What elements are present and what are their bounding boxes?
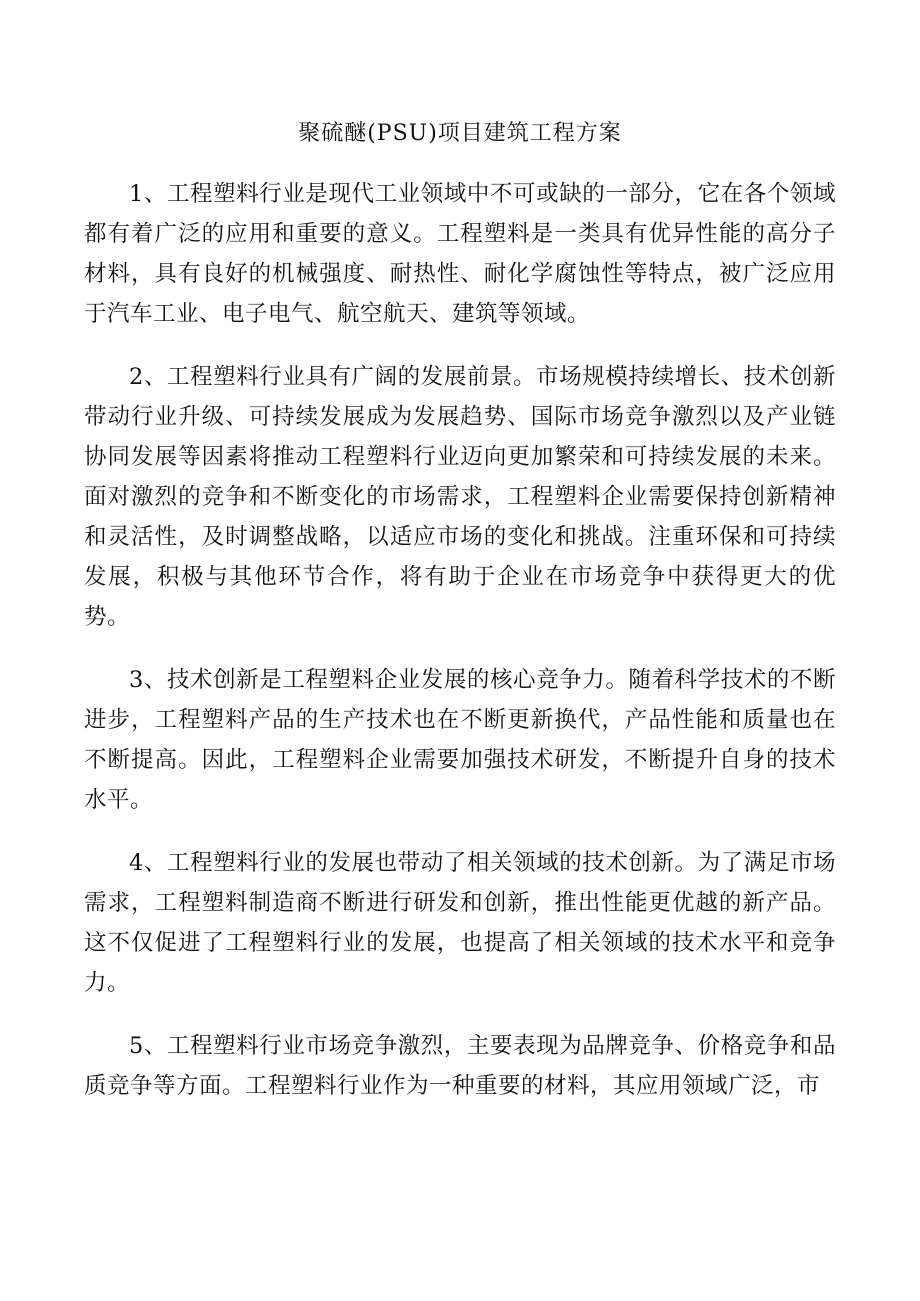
document-body (84, 174, 836, 1129)
paragraph-3: 3、技术创新是工程塑料企业发展的核心竞争力。随着科学技术的不断进步，工程塑料产品的生产技术也在不断更新换代，产品性能和质量也在不断提高。因此，工程塑料企业需要加强技术研发，不断提升自身的技术水平。 (84, 667, 836, 813)
document-title: 聚硫醚(PSU)项目建筑工程方案 (298, 121, 622, 146)
paragraph-2: 2、工程塑料行业具有广阔的发展前景。市场规模持续增长、技术创新带动行业升级、可持续发展成为发展趋势、国际市场竞争激烈以及产业链协同发展等因素将推动工程塑料行业迈向更加繁荣和可持续发展的未来。面对激烈的竞争和不断变化的市场需求，工程塑料企业需要保持创新精神和灵活性，及时调整战略，以适应市场的变化和挑战。注重环保和可持续发展，积极与其他环节合作，将有助于企业在市场竞争中获得更大的优势。 (84, 364, 836, 630)
paragraph-5: 5、工程塑料行业市场竞争激烈，主要表现为品牌竞争、价格竞争和品质竞争等方面。工程塑料行业作为一种重要的材料，其应用领域广泛，市 (84, 1033, 836, 1099)
paragraph-1: 1、工程塑料行业是现代工业领域中不可或缺的一部分，它在各个领域都有着广泛的应用和重要的意义。工程塑料是一类具有优异性能的高分子材料，具有良好的机械强度、耐热性、耐化学腐蚀性等特点，被广泛应用于汽车工业、电子电气、航空航天、建筑等领域。 (84, 181, 836, 327)
paragraph-4: 4、工程塑料行业的发展也带动了相关领域的技术创新。为了满足市场需求，工程塑料制造商不断进行研发和创新，推出性能更优越的新产品。这不仅促进了工程塑料行业的发展，也提高了相关领域的技术水平和竞争力。 (84, 850, 836, 996)
